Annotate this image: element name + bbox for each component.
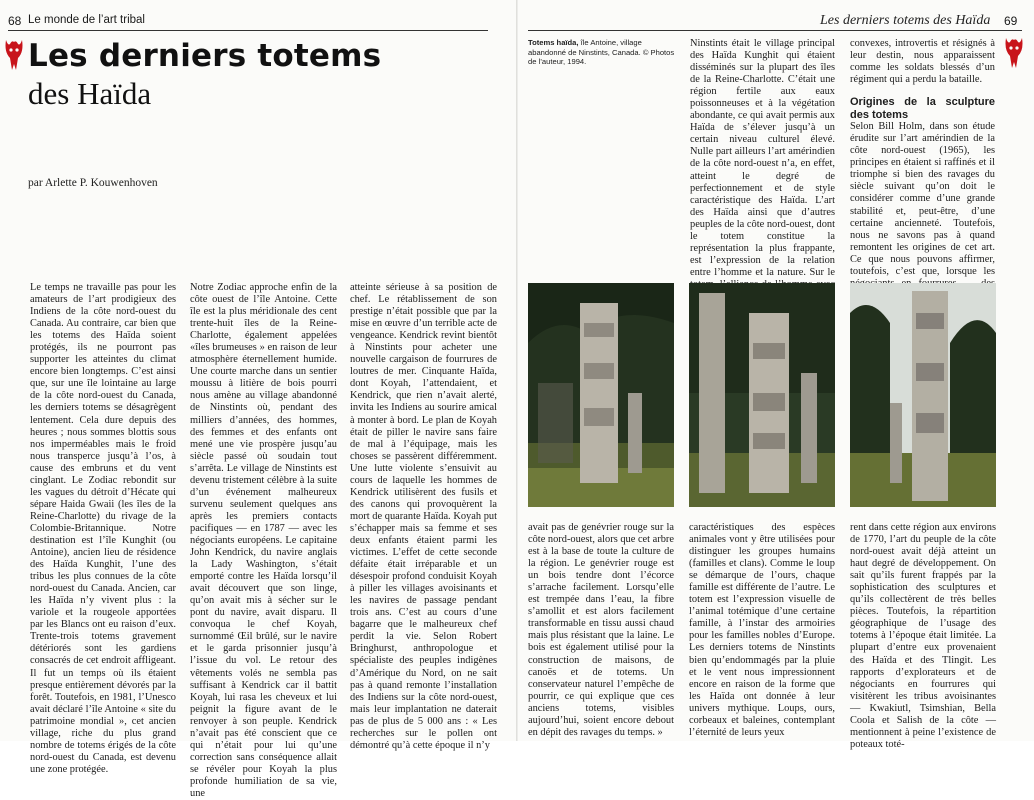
section-subhead: Origines de la sculpture des totems bbox=[850, 96, 995, 121]
right-running-head: Les derniers totems des Haïda bbox=[820, 13, 991, 28]
left-page-number: 68 bbox=[8, 14, 22, 28]
tribal-mask-logo-icon bbox=[4, 38, 24, 72]
right-page-number: 69 bbox=[1004, 14, 1018, 28]
left-header-rule bbox=[8, 30, 488, 31]
totem-photo-2 bbox=[689, 283, 835, 507]
right-bottom-column-1: avait pas de genévrier rouge sur la côte nord-ouest, alors que cet arbre est à la base de toute la culture de la région. Le genévrier rouge est un bois tendre dont l’écorce s’arrache facilement. Lorsqu’elle est trempée dans l’eau, la fibre s’amollit et est alors facilement transformable en tissu aussi chaud mais plus résistant que la laine. Le bois est également utilisé pour la construction de maisons, de canoës et de totems. Un conservateur naturel l’empêche de pourrir, ce qui explique que ces anciens totems, visibles aujourd’hui, soient encore debout en dépit des ravages du temps. » bbox=[528, 522, 674, 738]
article-title: Les derniers totems bbox=[28, 38, 382, 74]
left-text-column-1: Le temps ne travaille pas pour les amateurs de l’art prodigieux des Indiens de la côte nord-ouest du Canada. Au contraire, car bien que les totems des Haïda soient protégés, ils ne pourront pas supporter les atteintes du climat encore bien longtemps. C’est ainsi que, sur une île lointaine au large de la côte nord-ouest du Canada, les derniers totems se désagrègent lentement. Cela dure depuis des heures ; nous sommes blottis sous nos imperméables mais le froid nous transperce jusqu’à l’os, à cause des embruns et du vent cinglant. Le Zodiac rebondit sur les vagues du détroit d’Hécate qui sépare Haida Gwaii (les îles de la Reine-Charlotte) du rivage de la Colombie-Britannique. Notre destination est l’île Kunghit (ou Antoine), ancien lieu de résidence des Haïda Kunghit, l’une des tribus les plus connues de la côte nord-ouest du Canada. Ancien, car les Haïda n’y vivent plus : la variole et la rougeole apportées par les Blancs ont eu raison d’eux. Trente-trois totems gravement détériorés sont les gardiens consacrés de cet endroit affligeant. Il fut un temps où ils étaient presque entièrement dévorés par la forêt. Toutefois, en 1981, l’Unesco avait déclaré l’île Antoine « site du patrimoine mondial », cet ancien village, riche du plus grand nombre de totems érigés de la côte nord-ouest du Canada, est devenu une zone protégée. bbox=[30, 282, 176, 775]
article-subtitle: des Haïda bbox=[28, 76, 152, 111]
article-byline: par Arlette P. Kouwenhoven bbox=[28, 177, 158, 189]
page-gutter bbox=[516, 0, 518, 741]
photo-caption: Totems haïda, île Antoine, village abandonné de Ninstints, Canada. © Photos de l’auteur, 1994. bbox=[528, 38, 675, 67]
right-bottom-column-3: rent dans cette région aux environs de 1770, l’art du peuple de la côte nord-ouest avait déjà atteint un haut degré de développement. On sait qu’ils furent frappés par la sophistication des sculptures et qu’ils collectèrent de très belles pièces. Toutefois, la répartition géographique de l’usage des totems à l’époque était limitée. La plupart d’entre eux provenaient des Haïda et des Tlingit. Les rapports d’explorateurs et de négociants en fourrures qui visitèrent les tribus avoisinantes — Kwakiutl, Tsimshian, Bella Coola et Salish de la côte — mentionnent à peine l’existence de poteaux toté- bbox=[850, 522, 996, 750]
totem-photo-1 bbox=[528, 283, 674, 507]
tribal-mask-logo-icon-right bbox=[1004, 36, 1024, 70]
right-header-rule bbox=[528, 30, 1022, 31]
right-top-column-1: Ninstints était le village principal des Haïda Kunghit qui étaient disséminés sur la plupart des îles de la Reine-Charlotte. C’était une région fertile aux eaux poissonneuses et à la végétation abondante, ce qui avait permis aux Haïda de s’élever jusqu’à un certain niveau culturel élevé. Nulle part ailleurs l’art amérindien de la côte nord-ouest n’a, en effet, atteint le degré de perfectionnement et de style caractéristique des Haïda. L’art des Haïda ainsi que d’autres peuples de la côte nord-ouest, dont le totem constitue la représentation la plus frappante, est l’expression de la relation entre l’homme et la nature. Sur le bbox=[690, 38, 835, 278]
right-top-column-2: convexes, introvertis et résignés à leur destin, nous apparaissent comme les soldats blessés d’un régiment qui a perdu la bataille. Origines de la sculpture des totems Selon Bill Holm, dans son étude érudite sur l’art amérindien de la côte nord-ouest (1965), les principes en étaient si raffinés et il triomphe si bien des ravages du siècle suivant qu’on doit le considérer comme d’une grande stabilité et, peut-être, d’une certaine ancienneté. Toutefois, nous ne savons pas à quand remontent les origines de cet art. Ce que nous pouvons affirmer, toutefois, c’est que, lorsque les bbox=[850, 38, 995, 277]
right-bottom-column-2: caractéristiques des espèces animales vont y être utilisées pour distinguer les groupes humains (familles et clans). Comme le loup se démarque de l’ours, chaque famille est différente de l’autre. Le totem est l’expression visuelle de l’animal totémique d’une certaine famille, à l’instar des armoiries pour les familles nobles d’Europe. Les derniers totems de Ninstints bien qu’endommagés par la pluie et le vent nous impressionnent encore en raison de la forme que les Haïda ont donnée à leur univers mythique. Loups, ours, corbeaux et baleines, contemplant l’éternité de leurs yeux bbox=[689, 522, 835, 738]
left-text-column-2: Notre Zodiac approche enfin de la côte ouest de l’île Antoine. Cette île est la plus méridionale des cent trente-huit îles de la Reine-Charlotte, également appelées «îles brumeuses » en raison de leur atmosphère éternellement humide. Une courte marche dans un sentier moussu à litière de bois pourri nous amène au village abandonné de Ninstints où, pendant des milliers d’années, des hommes, des femmes et des enfants ont mené une vie prospère jusqu’au siècle passé où soudain tout s’arrêta. Le village de Ninstints est devenu tristement célèbre à la suite d’un événement malheureux survenu seulement quelques ans après les premiers contacts pacifiques — en 1787 — avec les négociants européens. Le capitaine John Kendrick, du navire anglais la Lady Washington, s’était emporté contre les Haïda lorsqu’il avait découvert que son linge, qu’on avait mis à sécher sur le pont du navire, avait disparu. Il convoqua le chef Koyah, surnommé Œil brûlé, sur le navire et le garda prisonnier jusqu’à l’issue du vol. Le retour des vêtements volés ne sembla pas suffisant à Kendrick car il battit Koyah, lui rasa les cheveux et lui peignit la figure avant de le renvoyer à son peuple. Kendrick n’avait pas été conscient que ce qui n’était pour lui qu’une correction sans conséquence allait se révéler pour Koyah la plus profonde humiliation de sa vie, une bbox=[190, 282, 337, 799]
totem-photo-3 bbox=[850, 283, 996, 507]
left-text-column-3: atteinte sérieuse à sa position de chef. Le rétablissement de son prestige n’était possible que par la mise en œuvre d’un terrible acte de vengeance. Kendrick revint bientôt à Ninstints pour acheter une nouvelle cargaison de fourrures de loutres de mer. Cinquante Haïda, dont Koyah, l’attendaient, et Kendrick, que rien n’avait alerté, invita les Indiens au sourire amical à monter à bord. Le plan de Koyah était de piller le navire sans faire de mal à l’équipage, mais les choses se passèrent différemment. Une lutte violente s’ensuivit au cours de laquelle les hommes de Kendrick utilisèrent des fusils et des canons qui provoquèrent la mort de quarante Haïda. Koyah put s’échapper mais sa femme et ses deux enfants étaient parmi les victimes. L’effet de cette seconde défaite était irréparable et un désespoir profond conduisit Koyah à piller les villages avoisinants et les navires de passage pendant trois ans. C’est au cours d’une bagarre que le malheureux chef perdit la vie. Selon Robert Bringhurst, anthropologue et spécialiste des peuples indigènes d’Amérique du Nord, on ne sait pas à quand remonte l’installation des Indiens sur la côte nord-ouest, mais leur implantation ne daterait pas de plus de 5 000 ans : « Les recherches sur le pollen ont démontré qu’à cette époque il n’y bbox=[350, 282, 497, 751]
left-running-head: Le monde de l’art tribal bbox=[28, 14, 145, 26]
